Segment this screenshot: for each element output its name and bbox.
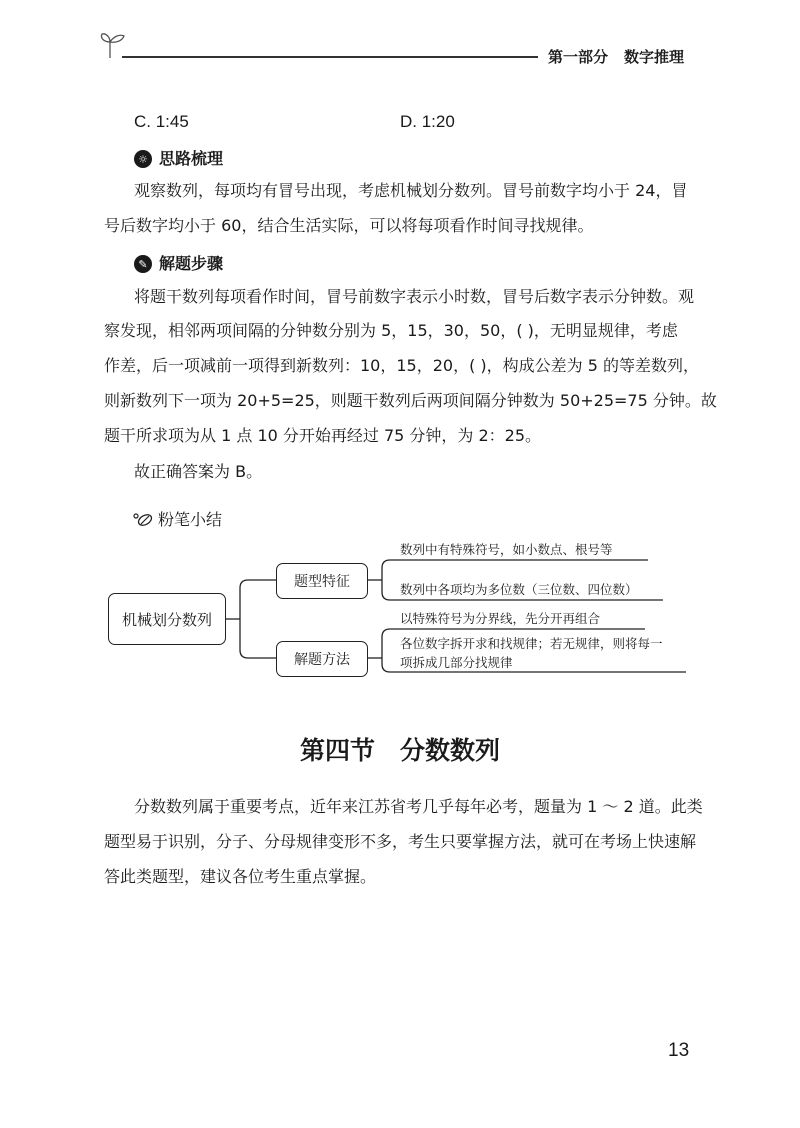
header-chapter: 第一部分 xyxy=(548,48,609,66)
answer-line: 故正确答案为 B。 xyxy=(134,462,263,481)
option-c: C. 1:45 xyxy=(134,112,189,131)
steps-line-1: 将题干数列每项看作时间，冒号前数字表示小时数，冒号后数字表示分钟数。观 xyxy=(134,287,695,306)
leaf-feature-2: 数列中各项均为多位数（三位数、四位数） xyxy=(400,582,638,597)
branch-features: 题型特征 xyxy=(276,563,368,599)
leaf-method-2a: 各位数字拆开求和找规律；若无规律，则将每一 xyxy=(400,636,663,651)
sun-icon: ☼ xyxy=(134,150,152,168)
steps-label: 解题步骤 xyxy=(159,254,224,273)
leaf-method-2b: 项拆成几部分找规律 xyxy=(400,655,513,670)
option-d: D. 1:20 xyxy=(400,112,455,131)
leaf-method-1: 以特殊符号为分界线，先分开再组合 xyxy=(400,611,601,626)
section-line-1: 分数数列属于重要考点，近年来江苏省考几乎每年必考，题量为 1 ～ 2 道。此类 xyxy=(134,797,703,816)
section-title: 第四节 分数数列 xyxy=(299,736,500,765)
steps-line-4: 则新数列下一项为 20+5=25，则题干数列后两项间隔分钟数为 50+25=75 分钟。故 xyxy=(104,391,717,410)
analysis-line-1: 观察数列，每项均有冒号出现，考虑机械划分数列。冒号前数字均小于 24，冒 xyxy=(134,181,688,200)
steps-line-2: 察发现，相邻两项间隔的分钟数分别为 5，15，30，50，( )，无明显规律，考虑 xyxy=(104,321,678,340)
header-topic: 数字推理 xyxy=(624,48,685,66)
leaf-feature-1: 数列中有特殊符号，如小数点、根号等 xyxy=(400,542,613,557)
summary-title: 粉笔小结 xyxy=(158,510,223,529)
mindmap-root: 机械划分数列 xyxy=(108,593,226,645)
page-number: 13 xyxy=(668,1040,690,1061)
steps-line-5: 题干所求项为从 1 点 10 分开始再经过 75 分钟，为 2：25。 xyxy=(104,426,542,445)
analysis-label: 思路梳理 xyxy=(159,149,224,168)
branch-methods: 解题方法 xyxy=(276,641,368,677)
section-line-3: 答此类题型，建议各位考生重点掌握。 xyxy=(104,867,377,886)
steps-icon: ✎ xyxy=(134,255,152,273)
analysis-line-2: 号后数字均小于 60，结合生活实际，可以将每项看作时间寻找规律。 xyxy=(104,216,594,235)
section-line-2: 题型易于识别，分子、分母规律变形不多，考生只要掌握方法，就可在考场上快速解 xyxy=(104,832,697,851)
steps-line-3: 作差，后一项减前一项得到新数列：10，15，20，( )，构成公差为 5 的等差数列， xyxy=(104,356,700,375)
